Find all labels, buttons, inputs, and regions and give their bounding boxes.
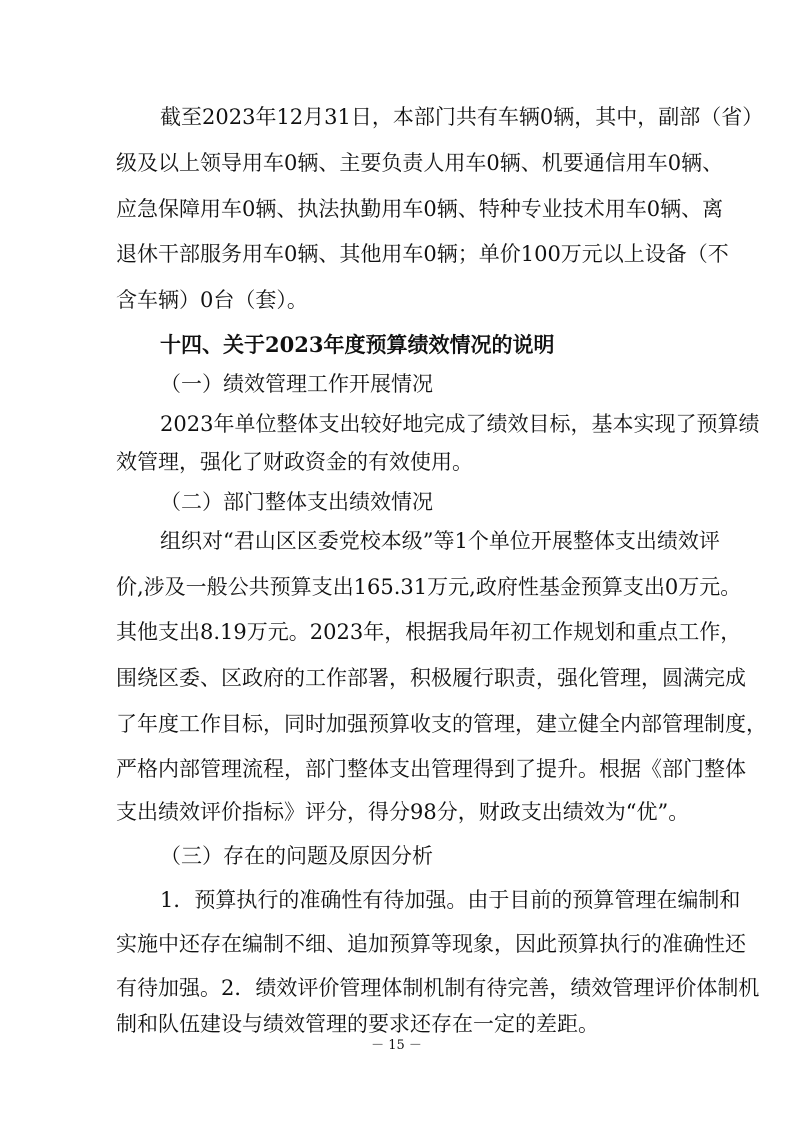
text-line: 价,涉及一般公共预算支出165.31万元,政府性基金预算支出0万元。 [116,575,742,599]
text-line: 级及以上领导用车0辆、主要负责人用车0辆、机要通信用车0辆、 [116,151,724,175]
text-line: 了年度工作目标，同时加强预算收支的管理，建立健全内部管理制度， [116,712,767,736]
text-line: 2023年单位整体支出较好地完成了绩效目标，基本实现了预算绩 [160,412,760,436]
text-line: 围绕区委、区政府的工作部署，积极履行职责，强化管理，圆满完成 [116,666,746,690]
text-line: 支出绩效评价指标》评分，得分98分，财政支出绩效为“优”。 [116,800,690,824]
page-number: － 15 － [371,1038,422,1053]
text-line: 1．预算执行的准确性有待加强。由于目前的预算管理在编制和 [160,888,741,912]
subsection-heading: （二）部门整体支出绩效情况 [160,490,433,514]
text-line: 效管理，强化了财政资金的有效使用。 [116,450,473,474]
section-heading: 十四、关于2023年度预算绩效情况的说明 [160,332,555,357]
subsection-heading: （一）绩效管理工作开展情况 [160,372,433,396]
text-line: 组织对“君山区区委党校本级”等1个单位开展整体支出绩效评 [160,529,720,553]
text-line: 其他支出8.19万元。2023年，根据我局年初工作规划和重点工作， [116,620,742,644]
text-line: 应急保障用车0辆、执法执勤用车0辆、特种专业技术用车0辆、离 [116,197,724,221]
subsection-heading: （三）存在的问题及原因分析 [160,844,433,868]
text-line: 制和队伍建设与绩效管理的要求还存在一定的差距。 [116,1012,599,1036]
text-line: 退休干部服务用车0辆、其他用车0辆；单价100万元以上设备（不 [116,242,729,266]
text-line: 严格内部管理流程，部门整体支出管理得到了提升。根据《部门整体 [116,757,746,781]
text-line: 有待加强。2．绩效评价管理体制机制有待完善，绩效管理评价体制机 [116,976,760,1000]
text-line: 含车辆）0台（套）。 [116,288,308,312]
text-line: 实施中还存在编制不细、追加预算等现象，因此预算执行的准确性还 [116,932,746,956]
text-line: 截至2023年12月31日，本部门共有车辆0辆，其中，副部（省） [160,105,764,129]
